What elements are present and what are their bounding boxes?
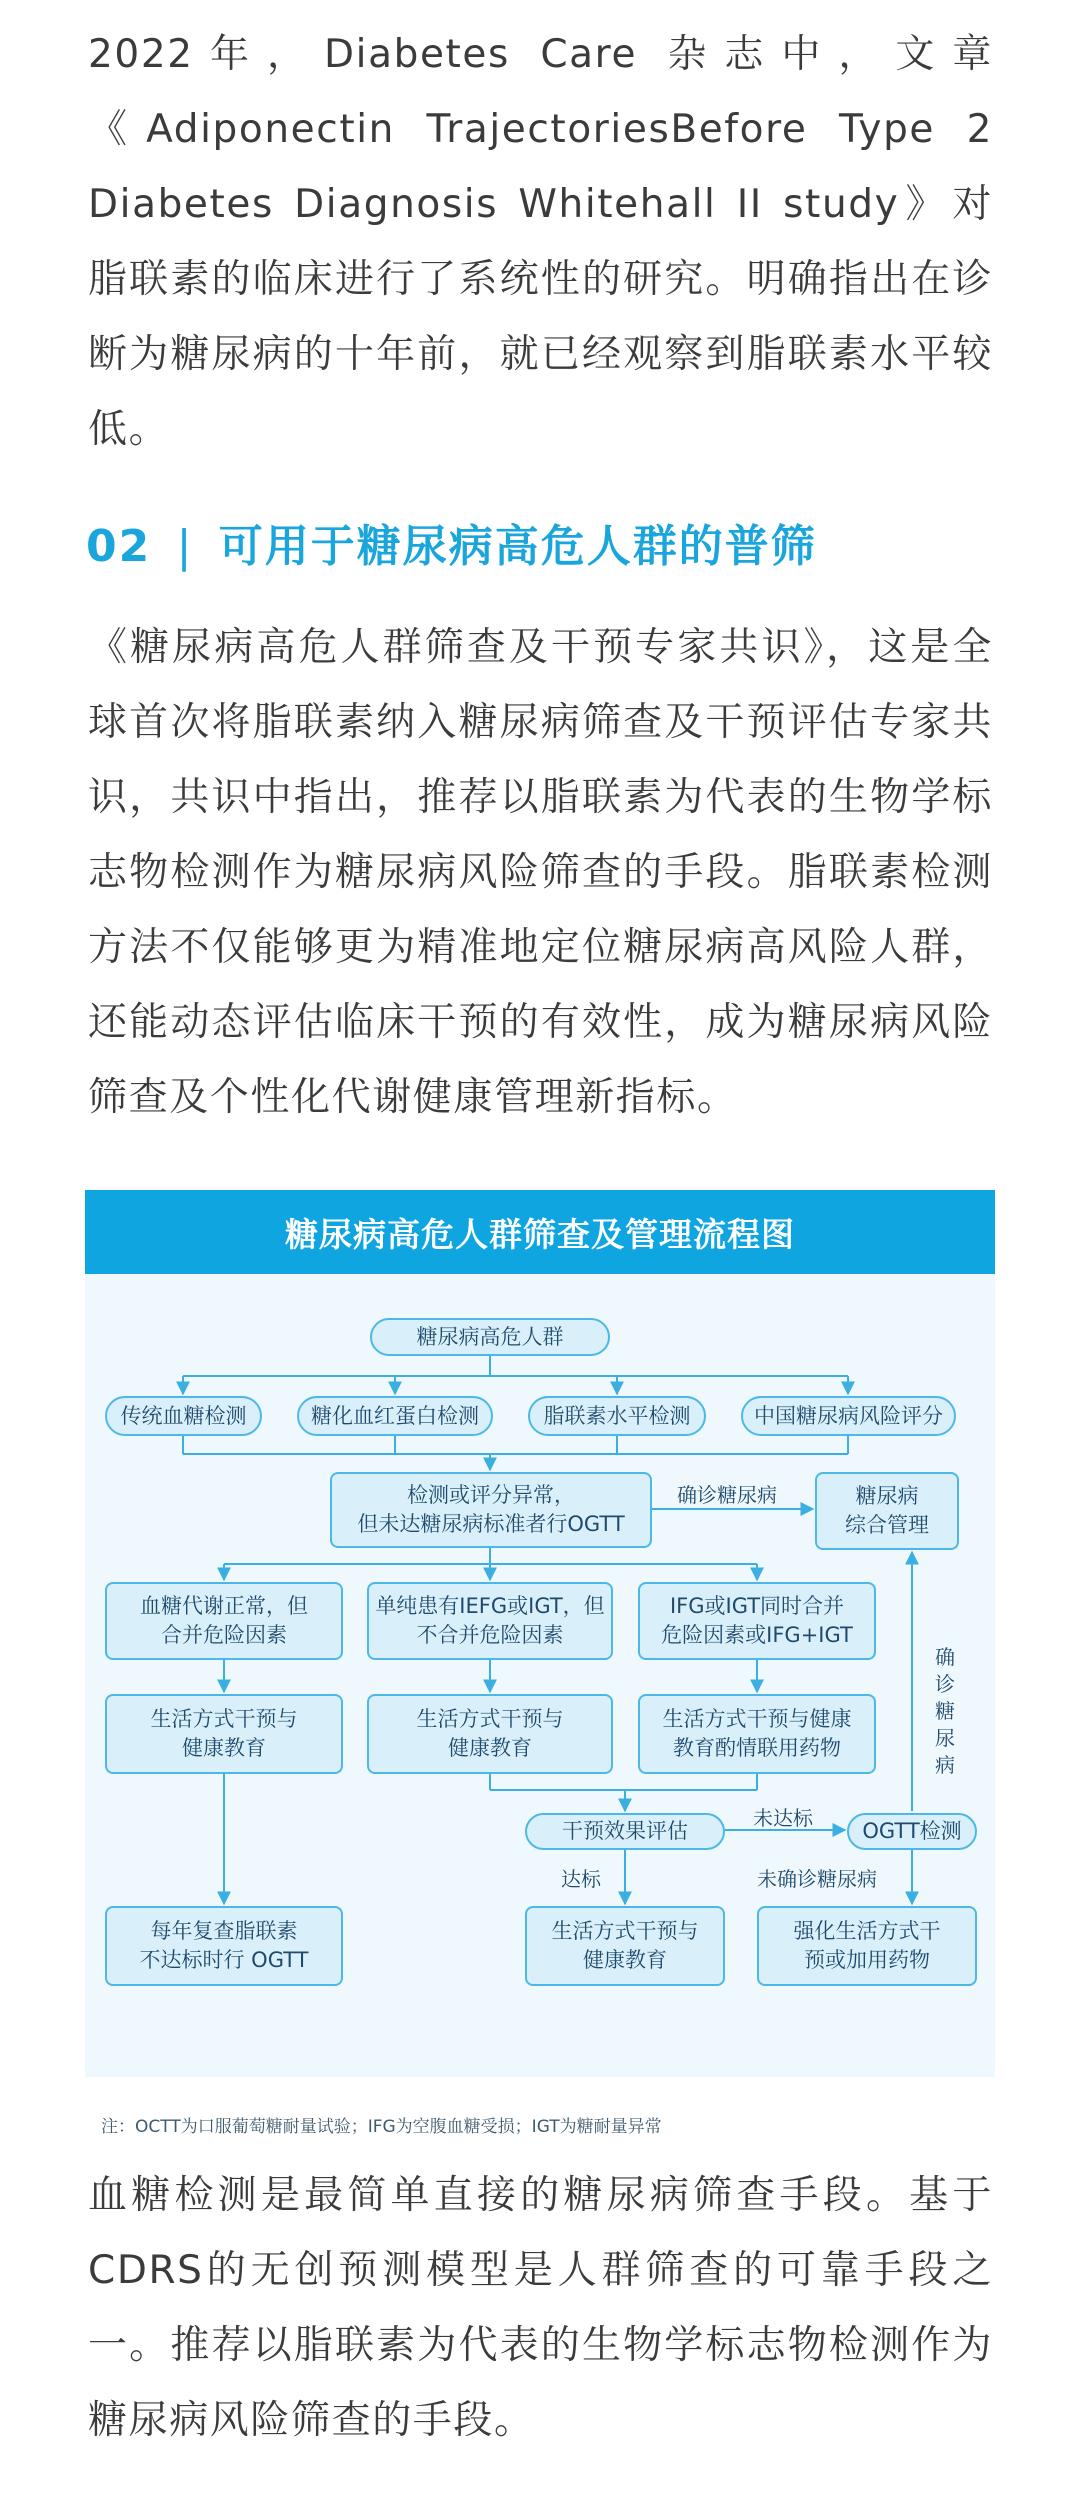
closing-paragraph: 血糖检测是最简单直接的糖尿病筛查手段。基于CDRS的无创预测模型是人群筛查的可靠手段之一。推荐以脂联素为代表的生物学标志物检测作为糖尿病风险筛查的手段。 (88, 2173, 993, 2443)
node-start: 糖尿病高危人群 (370, 1318, 610, 1356)
node-comprehensive-line2: 综合管理 (845, 1513, 929, 1537)
node-comprehensive (815, 1472, 959, 1550)
flowchart-note: 注：OCTT为口服葡萄糖耐量试验；IFG为空腹血糖受损；IGT为糖耐量异常 (101, 2117, 662, 2137)
node-lifestyle-final (525, 1906, 725, 1986)
node-ogtt: OGTT检测 (847, 1813, 977, 1850)
section-heading (86, 510, 817, 574)
node-branch-normal-line2: 合并危险因素 (161, 1623, 287, 1647)
section-title: 可用于糖尿病高危人群的普筛 (218, 521, 817, 572)
label-not-met: 未达标 (753, 1806, 813, 1830)
node-lifestyle-2-line1: 生活方式干预与 (416, 1707, 564, 1731)
label-met: 达标 (561, 1867, 601, 1891)
node-lifestyle-3-line1: 生活方式干预与健康 (662, 1707, 852, 1731)
node-test-risk-score: 中国糖尿病风险评分 (741, 1396, 956, 1436)
flowchart-title: 糖尿病高危人群筛查及管理流程图 (85, 1190, 995, 1274)
node-test-hba1c: 糖化血红蛋白检测 (297, 1396, 493, 1436)
node-branch-normal-line1: 血糖代谢正常，但 (140, 1594, 308, 1618)
node-lifestyle-2-line2: 健康教育 (448, 1736, 532, 1760)
node-intensify (757, 1906, 977, 1986)
label-not-confirmed: 未确诊糖尿病 (757, 1867, 877, 1891)
node-abnormal-line2: 但未达糖尿病标准者行OGTT (357, 1512, 625, 1536)
node-lifestyle-1-line2: 健康教育 (182, 1736, 266, 1760)
intro-paragraph: 2022年，Diabetes Care 杂志中，文章《Adiponectin TrajectoriesBefore Type 2 Diabetes Diagnosis Whitehall II study》对脂联素的临床进行了系统性的研究。明确指出在诊断为糖尿病的十年前，就已经观察到脂联素水平较低。 (88, 32, 993, 452)
label-confirmed: 确诊糖尿病 (677, 1483, 777, 1507)
node-branch-normal (105, 1582, 343, 1660)
node-evaluate: 干预效果评估 (525, 1813, 725, 1850)
node-lifestyle-3-line2: 教育酌情联用药物 (673, 1736, 841, 1760)
node-lifestyle-2 (367, 1694, 613, 1774)
section-number: 02 (86, 521, 152, 572)
node-annual-recheck-line1: 每年复查脂联素 (150, 1919, 298, 1943)
flowchart (85, 1190, 995, 2137)
section-separator: | (176, 521, 194, 572)
node-branch-ifg-igt-line1: 单纯患有IEFG或IGT，但 (375, 1594, 605, 1618)
node-abnormal-line1: 检测或评分异常， (407, 1483, 575, 1507)
node-branch-combined-line2: 危险因素或IFG+IGT (661, 1623, 853, 1647)
node-annual-recheck-line2: 不达标时行 OGTT (139, 1948, 309, 1972)
node-intensify-line2: 预或加用药物 (804, 1948, 930, 1972)
node-intensify-line1: 强化生活方式干 (793, 1919, 941, 1943)
flowchart-body (85, 1274, 995, 2137)
node-lifestyle-1 (105, 1694, 343, 1774)
node-branch-combined (638, 1582, 876, 1660)
node-abnormal (330, 1472, 652, 1548)
node-branch-ifg-igt-line2: 不合并危险因素 (416, 1623, 564, 1647)
section-paragraph: 《糖尿病高危人群筛查及干预专家共识》，这是全球首次将脂联素纳入糖尿病筛查及干预评估专家共识，共识中指出，推荐以脂联素为代表的生物学标志物检测作为糖尿病风险筛查的手段。脂联素检测方法不仅能够更为精准地定位糖尿病高风险人群，还能动态评估临床干预的有效性，成为糖尿病风险筛查及个性化代谢健康管理新指标。 (88, 625, 993, 1120)
node-lifestyle-1-line1: 生活方式干预与 (150, 1707, 298, 1731)
node-lifestyle-final-line1: 生活方式干预与 (551, 1919, 699, 1943)
node-branch-ifg-igt (367, 1582, 613, 1660)
node-branch-combined-line1: IFG或IGT同时合并 (669, 1594, 845, 1618)
label-confirmed-vertical: 确诊糖尿病 (935, 1645, 955, 1777)
node-test-glucose: 传统血糖检测 (105, 1396, 262, 1436)
node-lifestyle-final-line2: 健康教育 (583, 1948, 667, 1972)
node-lifestyle-3 (638, 1694, 876, 1774)
node-annual-recheck (105, 1906, 343, 1986)
node-comprehensive-line1: 糖尿病 (855, 1484, 919, 1508)
node-test-adiponectin: 脂联素水平检测 (528, 1396, 706, 1436)
